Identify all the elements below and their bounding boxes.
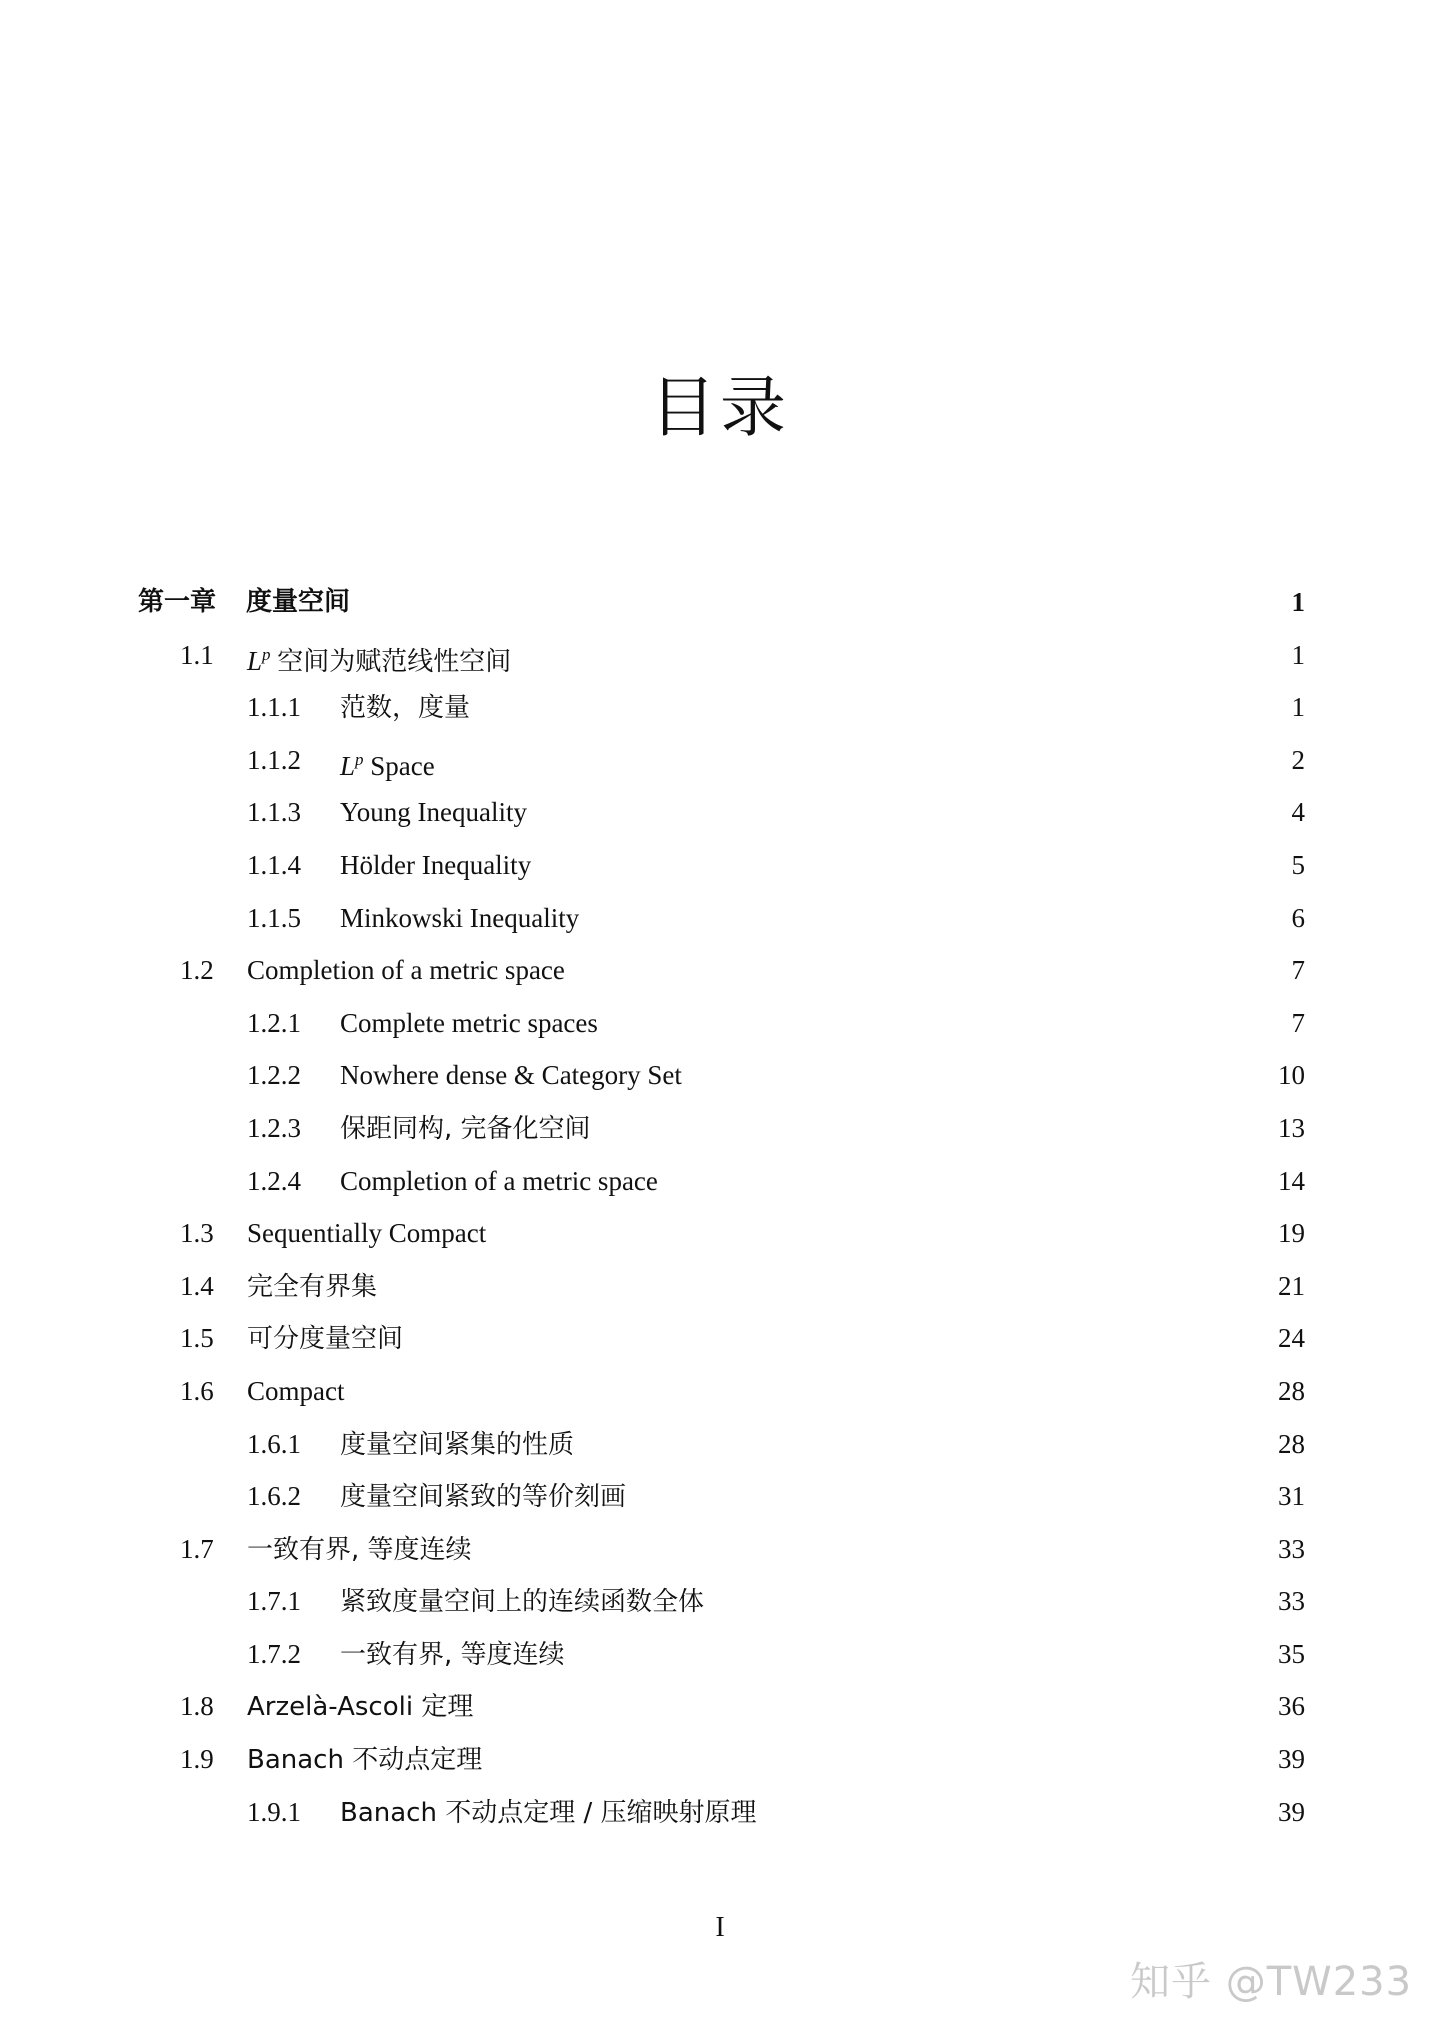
toc-entry-title-text: Completion of a metric space bbox=[247, 955, 565, 986]
toc-entry-page: 1 bbox=[1282, 631, 1306, 679]
toc-entry-title-text: 范数，度量 bbox=[340, 693, 471, 724]
toc-entry-number: 1.4 bbox=[180, 1270, 214, 1301]
toc-entry-page: 10 bbox=[1268, 1051, 1305, 1099]
toc-entry-title[interactable] bbox=[247, 946, 575, 994]
toc-entry-title[interactable] bbox=[340, 1788, 767, 1837]
toc-entry-title-text: 度量空间 bbox=[246, 587, 351, 617]
toc-entry-title-text: Sequentially Compact bbox=[247, 1218, 487, 1249]
toc-entry-page: 6 bbox=[1282, 894, 1306, 942]
toc-entry-title[interactable] bbox=[340, 1157, 668, 1205]
toc-entry-number: 1.2 bbox=[180, 955, 214, 986]
toc-subsection-row[interactable] bbox=[0, 1051, 1440, 1104]
toc-entry-title-text: Complete metric spaces bbox=[340, 1007, 598, 1038]
toc-entry-page: 14 bbox=[1268, 1157, 1305, 1205]
toc-entry-title[interactable] bbox=[247, 1525, 482, 1574]
toc-chapter-row[interactable] bbox=[0, 578, 1440, 631]
toc-entry-title[interactable] bbox=[247, 1209, 496, 1257]
toc-subsection-row[interactable] bbox=[0, 1630, 1440, 1683]
toc-entry-page: 21 bbox=[1268, 1262, 1305, 1310]
toc-entry-title[interactable] bbox=[340, 736, 445, 790]
toc-entry-title[interactable] bbox=[340, 999, 608, 1047]
toc-subsection-row[interactable] bbox=[0, 841, 1440, 894]
toc-entry-page: 1 bbox=[1282, 578, 1306, 626]
toc-entry-number: 1.1.1 bbox=[247, 692, 301, 723]
toc-entry-title-text: Compact bbox=[247, 1375, 345, 1406]
toc-entry-title-text: 完全有界集 bbox=[247, 1271, 378, 1302]
toc-section-row[interactable] bbox=[0, 1262, 1440, 1315]
toc-entry-page: 7 bbox=[1282, 999, 1306, 1047]
toc-entry-page: 33 bbox=[1268, 1525, 1305, 1573]
toc-entry-page: 5 bbox=[1282, 841, 1306, 889]
watermark: 知乎 @TW233 bbox=[1130, 1959, 1413, 2005]
table-of-contents bbox=[0, 578, 1440, 1840]
toc-entry-title-text: Banach 不动点定理 bbox=[247, 1745, 483, 1776]
toc-entry-page: 28 bbox=[1268, 1367, 1305, 1415]
toc-subsection-row[interactable] bbox=[0, 736, 1440, 789]
toc-subsection-row[interactable] bbox=[0, 999, 1440, 1052]
toc-entry-number: 1.6.1 bbox=[247, 1428, 301, 1459]
toc-section-row[interactable] bbox=[0, 1525, 1440, 1578]
toc-subsection-row[interactable] bbox=[0, 1577, 1440, 1630]
page-number: I bbox=[715, 1912, 725, 1943]
toc-entry-title-text: 一致有界, 等度连续 bbox=[247, 1534, 472, 1565]
toc-subsection-row[interactable] bbox=[0, 683, 1440, 736]
toc-entry-title[interactable] bbox=[340, 1051, 692, 1099]
toc-entry-title[interactable] bbox=[340, 1577, 714, 1626]
toc-entry-title[interactable] bbox=[247, 1367, 354, 1415]
toc-entry-number: 1.2.3 bbox=[247, 1112, 301, 1143]
toc-subsection-row[interactable] bbox=[0, 1104, 1440, 1157]
toc-section-row[interactable] bbox=[0, 1735, 1440, 1788]
toc-entry-number: 1.6.2 bbox=[247, 1481, 301, 1512]
toc-entry-title-text: 度量空间紧集的性质 bbox=[340, 1429, 575, 1460]
toc-entry-number: 1.1.2 bbox=[247, 744, 301, 775]
toc-entry-page: 36 bbox=[1268, 1682, 1305, 1730]
toc-entry-page: 31 bbox=[1268, 1472, 1305, 1520]
toc-entry-page: 33 bbox=[1268, 1577, 1305, 1625]
toc-entry-number: 1.7.1 bbox=[247, 1586, 301, 1617]
toc-entry-title-text: Arzelà-Ascoli 定理 bbox=[247, 1692, 474, 1723]
toc-entry-title-text: 一致有界, 等度连续 bbox=[340, 1639, 565, 1670]
toc-entry-title[interactable] bbox=[247, 1262, 387, 1311]
toc-subsection-row[interactable] bbox=[0, 788, 1440, 841]
toc-entry-number: 1.9 bbox=[180, 1744, 214, 1775]
toc-subsection-row[interactable] bbox=[0, 1788, 1440, 1841]
toc-section-row[interactable] bbox=[0, 631, 1440, 684]
toc-entry-title-text: Minkowski Inequality bbox=[340, 902, 580, 933]
toc-entry-number: 1.2.1 bbox=[247, 1007, 301, 1038]
toc-subsection-row[interactable] bbox=[0, 1472, 1440, 1525]
lp-symbol: $L^p$ bbox=[340, 749, 364, 781]
toc-entry-number: 1.6 bbox=[180, 1375, 214, 1406]
toc-entry-number: 1.2.2 bbox=[247, 1060, 301, 1091]
toc-entry-number: 1.7.2 bbox=[247, 1638, 301, 1669]
toc-entry-title[interactable] bbox=[247, 1314, 413, 1363]
toc-entry-title[interactable] bbox=[340, 1630, 575, 1679]
page-title: 目录 bbox=[650, 369, 790, 446]
toc-entry-title-text: Space bbox=[370, 750, 435, 781]
toc-entry-title[interactable] bbox=[340, 788, 537, 836]
toc-entry-page: 24 bbox=[1268, 1314, 1305, 1362]
toc-entry-title[interactable] bbox=[247, 1682, 483, 1731]
lp-symbol: $L^p$ bbox=[247, 644, 271, 676]
toc-entry-title[interactable] bbox=[340, 841, 541, 889]
toc-section-row[interactable] bbox=[0, 1367, 1440, 1420]
toc-subsection-row[interactable] bbox=[0, 1157, 1440, 1210]
toc-entry-page: 35 bbox=[1268, 1630, 1305, 1678]
toc-entry-number: 1.1.5 bbox=[247, 902, 301, 933]
toc-entry-title[interactable] bbox=[246, 578, 360, 626]
toc-entry-number: 1.1.4 bbox=[247, 849, 301, 880]
toc-entry-number: 1.9.1 bbox=[247, 1796, 301, 1827]
toc-entry-number: 1.5 bbox=[180, 1323, 214, 1354]
toc-entry-title[interactable] bbox=[340, 1104, 601, 1153]
toc-entry-page: 39 bbox=[1268, 1735, 1305, 1783]
toc-entry-title-text: 保距同构, 完备化空间 bbox=[340, 1113, 591, 1144]
toc-entry-title[interactable] bbox=[340, 894, 589, 942]
toc-entry-title-text: 度量空间紧致的等价刻画 bbox=[340, 1482, 627, 1513]
toc-entry-title-text: Young Inequality bbox=[340, 797, 528, 828]
toc-section-row[interactable] bbox=[0, 946, 1440, 999]
toc-entry-title-text: Completion of a metric space bbox=[340, 1165, 658, 1196]
toc-entry-number: 第一章 bbox=[138, 587, 217, 617]
toc-entry-number: 1.1.3 bbox=[247, 797, 301, 828]
toc-subsection-row[interactable] bbox=[0, 1420, 1440, 1473]
toc-entry-page: 1 bbox=[1282, 683, 1306, 731]
toc-entry-number: 1.7 bbox=[180, 1533, 214, 1564]
toc-section-row[interactable] bbox=[0, 1682, 1440, 1735]
toc-entry-title-text: 紧致度量空间上的连续函数全体 bbox=[340, 1587, 705, 1618]
toc-entry-page: 39 bbox=[1268, 1788, 1305, 1836]
toc-entry-page: 7 bbox=[1282, 946, 1306, 994]
toc-entry-title[interactable] bbox=[247, 1735, 492, 1784]
toc-entry-title-text: Hölder Inequality bbox=[340, 849, 532, 880]
toc-section-row[interactable] bbox=[0, 1209, 1440, 1262]
toc-entry-title[interactable] bbox=[340, 683, 480, 732]
toc-entry-number: 1.3 bbox=[180, 1218, 214, 1249]
toc-section-row[interactable] bbox=[0, 1314, 1440, 1367]
toc-entry-number: 1.1 bbox=[180, 639, 214, 670]
toc-entry-title[interactable] bbox=[340, 1420, 584, 1469]
toc-subsection-row[interactable] bbox=[0, 894, 1440, 947]
toc-entry-page: 28 bbox=[1268, 1420, 1305, 1468]
toc-entry-title-text: Banach 不动点定理 / 压缩映射原理 bbox=[340, 1797, 757, 1828]
toc-entry-title-text: 可分度量空间 bbox=[247, 1324, 404, 1355]
toc-entry-page: 13 bbox=[1268, 1104, 1305, 1152]
toc-entry-title[interactable] bbox=[247, 631, 521, 686]
toc-entry-page: 19 bbox=[1268, 1209, 1305, 1257]
toc-entry-page: 4 bbox=[1282, 788, 1306, 836]
toc-entry-number: 1.2.4 bbox=[247, 1165, 301, 1196]
toc-entry-number: 1.8 bbox=[180, 1691, 214, 1722]
toc-entry-page: 2 bbox=[1282, 736, 1306, 784]
toc-entry-title[interactable] bbox=[340, 1472, 636, 1521]
toc-entry-title-text: Nowhere dense & Category Set bbox=[340, 1060, 682, 1091]
toc-entry-title-text: 空间为赋范线性空间 bbox=[277, 646, 512, 677]
